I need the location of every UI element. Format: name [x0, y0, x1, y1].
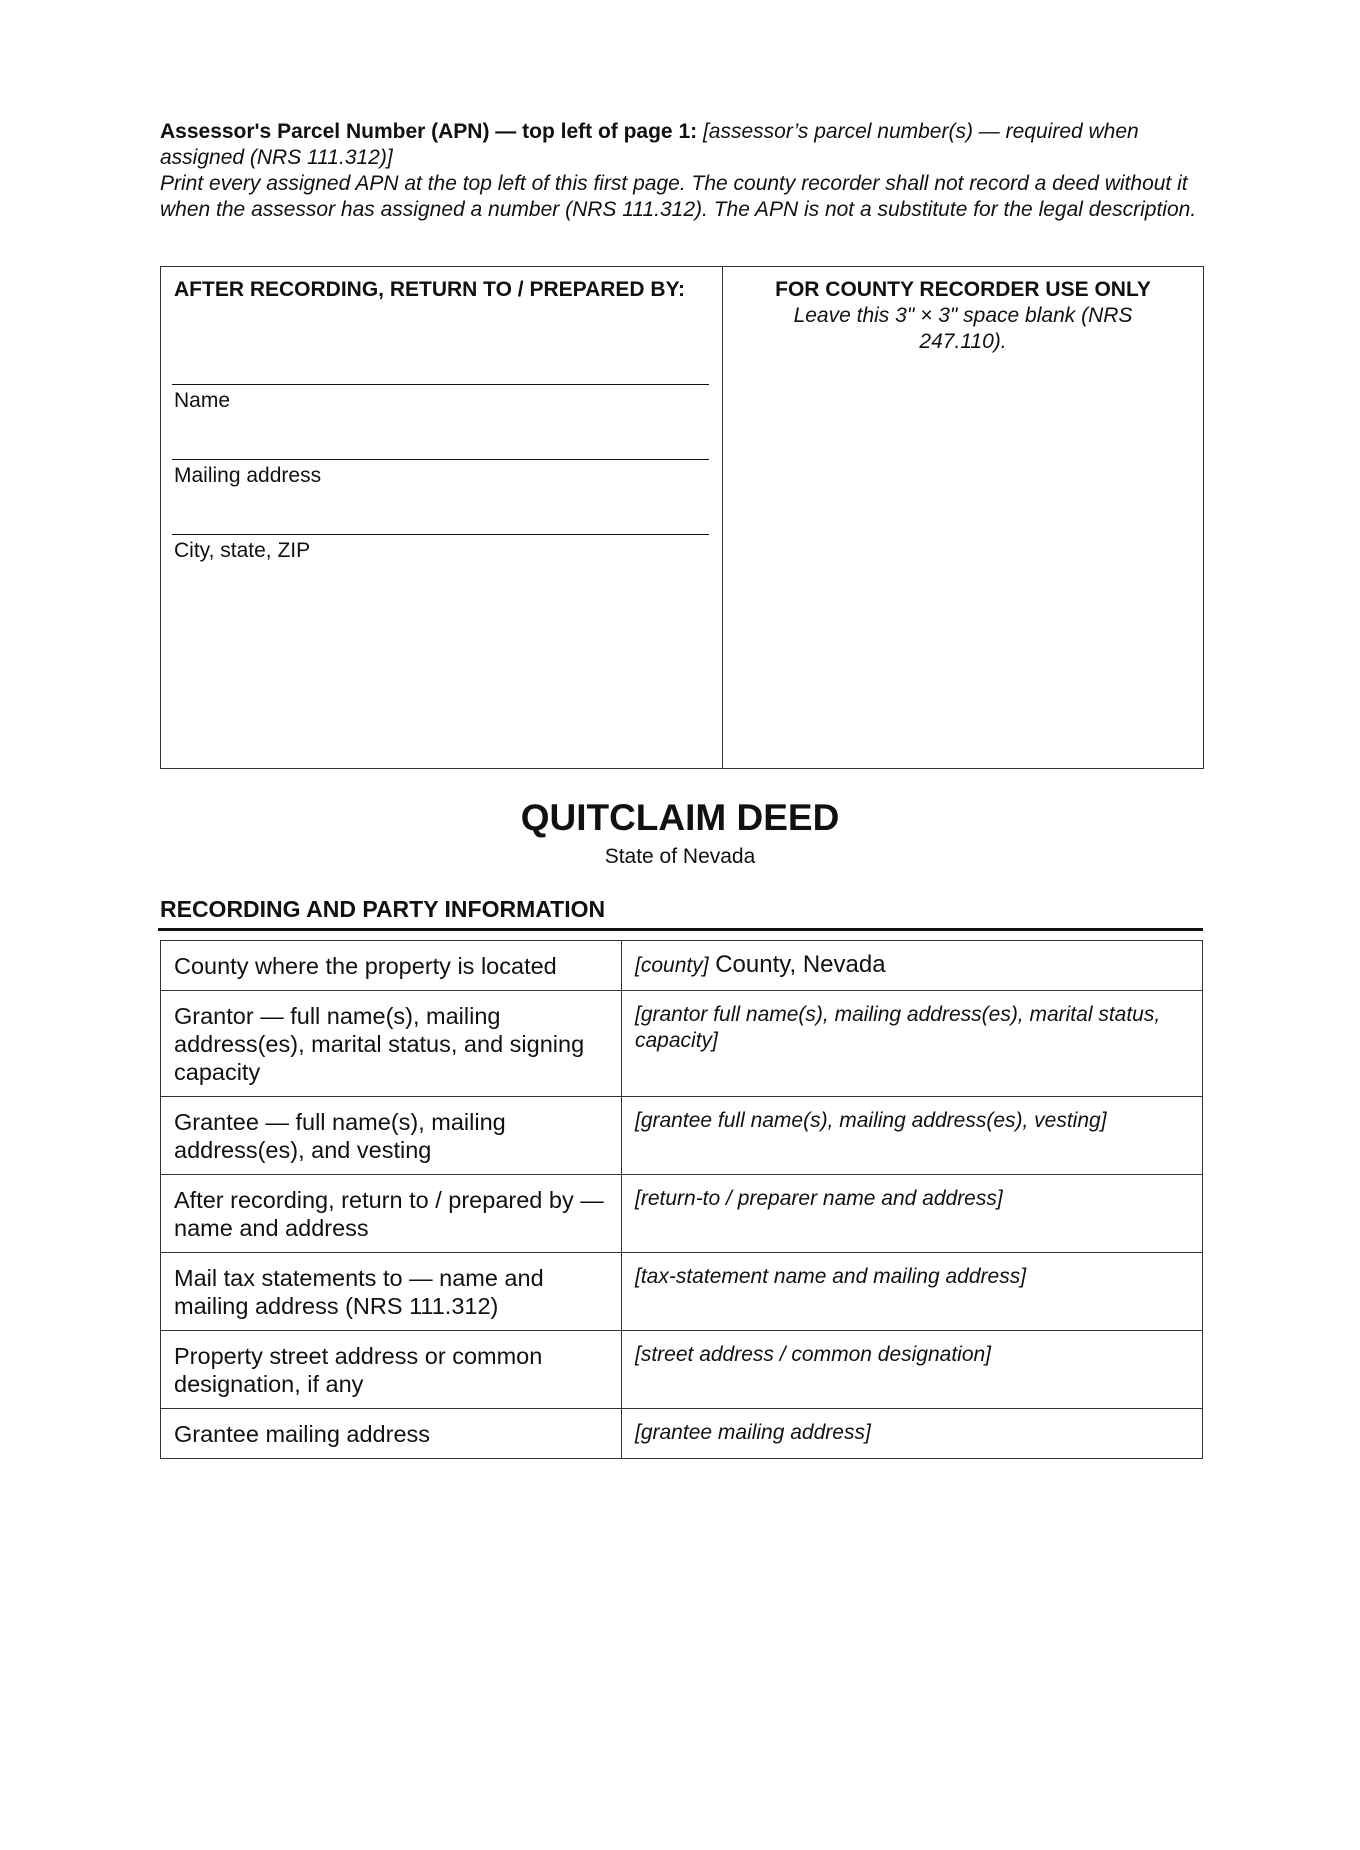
table-row: [161, 1175, 1203, 1253]
county-placeholder[interactable]: [county]: [635, 954, 709, 977]
grantee-placeholder[interactable]: [grantee full name(s), mailing address(es), vesting]: [635, 1109, 1107, 1132]
name-line[interactable]: [172, 384, 709, 385]
table-row: [161, 941, 1203, 991]
row-label-grantee: Grantee — full name(s), mailing address(es), and vesting: [161, 1097, 622, 1175]
name-line-label: Name: [174, 389, 231, 412]
row-value-return-to[interactable]: [622, 1175, 1203, 1253]
row-label-county: County where the property is located: [161, 941, 622, 991]
row-label-property-address: Property street address or common designation, if any: [161, 1331, 622, 1409]
section-divider: [158, 928, 1203, 931]
apn-block: [160, 119, 1205, 223]
apn-instruction: Print every assigned APN at the top left of this first page. The county recorder shall not record a deed without it when the assessor has assigned a number (NRS 111.312). The APN is not a substitute for the legal description.: [160, 172, 1197, 221]
mailing-address-line[interactable]: [172, 459, 709, 460]
mailing-address-line-label: Mailing address: [174, 464, 322, 487]
row-label-grantee-mailing: Grantee mailing address: [161, 1409, 622, 1459]
table-row: [161, 1097, 1203, 1175]
property-address-placeholder[interactable]: [street address / common designation]: [635, 1343, 992, 1366]
party-info-table: [160, 940, 1203, 1459]
recorder-use-note: Leave this 3" × 3" space blank (NRS 247.110).: [793, 304, 1133, 353]
city-state-zip-line-label: City, state, ZIP: [174, 539, 311, 562]
city-state-zip-line[interactable]: [172, 534, 709, 535]
grantee-mailing-placeholder[interactable]: [grantee mailing address]: [635, 1421, 871, 1444]
row-label-grantor: Grantor — full name(s), mailing address(es), marital status, and signing capacity: [161, 991, 622, 1097]
recorder-use-title: FOR COUNTY RECORDER USE ONLY: [775, 278, 1151, 301]
row-value-grantee-mailing[interactable]: [622, 1409, 1203, 1459]
table-row: [161, 1409, 1203, 1459]
row-value-tax-statements[interactable]: [622, 1253, 1203, 1331]
table-row: [161, 1253, 1203, 1331]
row-value-county[interactable]: [622, 941, 1203, 991]
return-to-placeholder[interactable]: [return-to / preparer name and address]: [635, 1187, 1003, 1210]
row-value-grantee[interactable]: [622, 1097, 1203, 1175]
county-suffix: County, Nevada: [708, 951, 886, 978]
deed-subtitle: State of Nevada: [604, 845, 756, 868]
section-heading: RECORDING AND PARTY INFORMATION: [160, 896, 606, 922]
row-label-return-to: After recording, return to / prepared by — name and address: [161, 1175, 622, 1253]
return-to-block: [161, 267, 723, 768]
deed-title: QUITCLAIM DEED: [520, 797, 840, 838]
table-row: [161, 991, 1203, 1097]
row-label-tax-statements: Mail tax statements to — name and mailing address (NRS 111.312): [161, 1253, 622, 1331]
apn-label: Assessor's Parcel Number (APN) — top left of page 1:: [160, 120, 698, 143]
row-value-property-address[interactable]: [622, 1331, 1203, 1409]
return-to-title: AFTER RECORDING, RETURN TO / PREPARED BY:: [174, 278, 686, 301]
recording-header-box: [160, 266, 1204, 769]
row-value-grantor[interactable]: [622, 991, 1203, 1097]
table-row: [161, 1331, 1203, 1409]
recorder-use-block: [723, 267, 1203, 768]
tax-statements-placeholder[interactable]: [tax-statement name and mailing address]: [635, 1265, 1027, 1288]
apn-placeholder[interactable]: [assessor’s parcel number(s) — required when assigned (NRS 111.312)]: [160, 120, 1139, 169]
grantor-placeholder[interactable]: [grantor full name(s), mailing address(es), marital status, capacity]: [635, 1003, 1161, 1052]
